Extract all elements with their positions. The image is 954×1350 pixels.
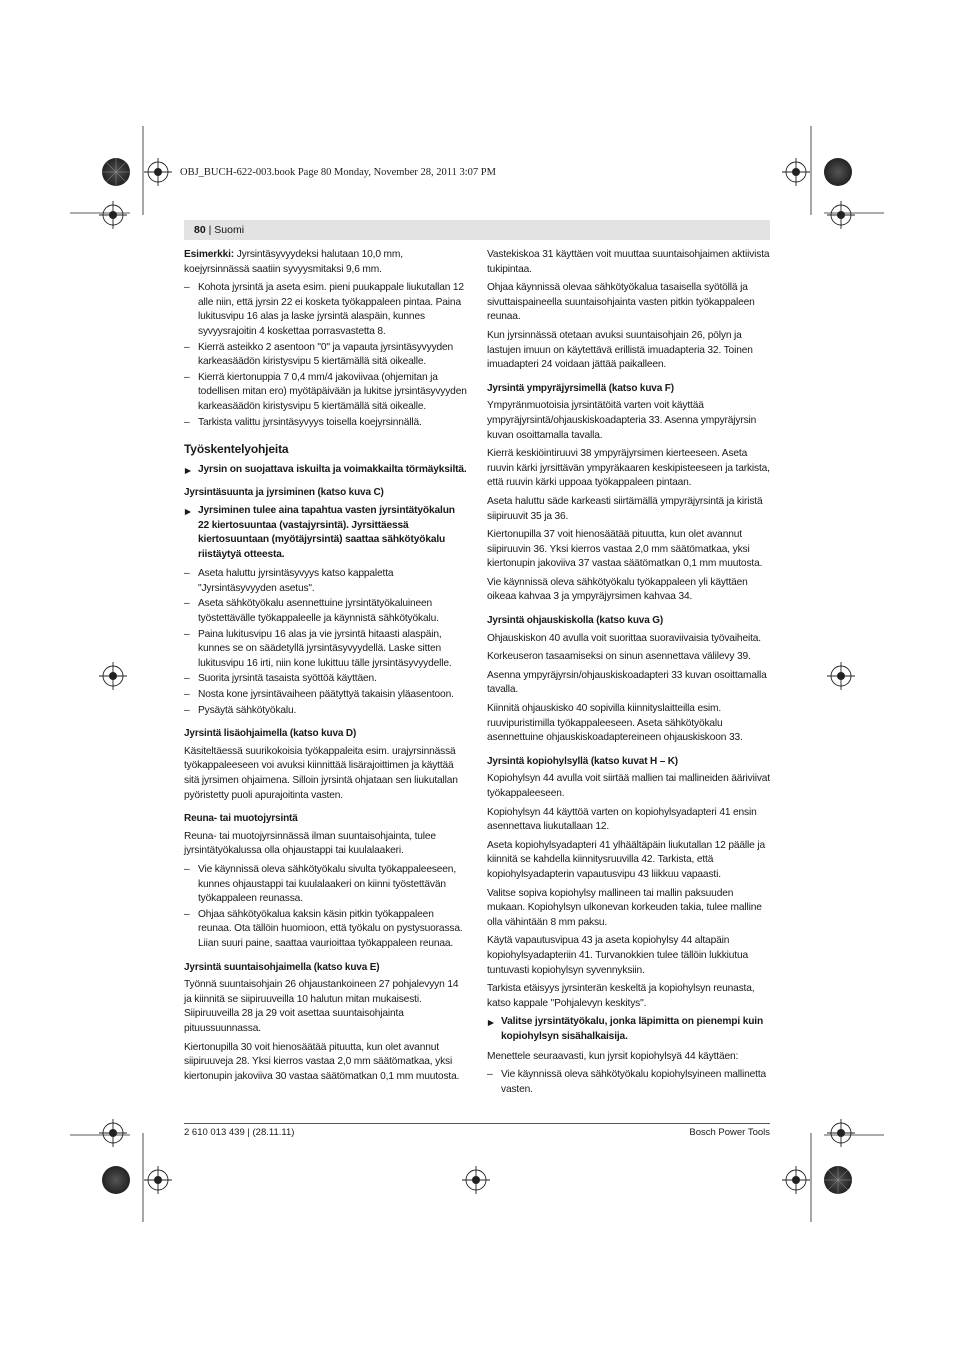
page-number: 80 [194, 224, 206, 236]
paragraph: Ympyränmuotoisia jyrsintätöitä varten voit käyttää ympyräjyrsintä/ohjauskiskoadapteria 33. Asenna ympyräjyrsin kuvan osoittamalla tavalla. [487, 400, 757, 441]
subheading: Jyrsintä lisäohjaimella (katso kuva D) [184, 728, 357, 740]
paragraph: Käytä vapautusvipua 43 ja aseta kopiohylsy 44 altapäin kopiohylsyadapteriin 41. Turvanokkien tulee tällöin lukkiutua tuntuvasti kopiohylsyn syvennyksiin. [487, 935, 748, 976]
list-item: – Aseta sähkötyökalu asennettuine jyrsintätyökaluineen työstettävälle työkappaleelle ja käynnistä sähkötyökalu. [184, 597, 467, 626]
list-item: – Kohota jyrsintä ja aseta esim. pieni puukappale liukutallan 12 alle niin, että jyrsin 22 ei kosketa työkappaleen pintaa. Paina lukitusvipu 16 alas ja laske jyrsintä alaspäin, kunnes syvyysrajoitin 4 koskettaa porrasvastetta 8. [184, 281, 467, 339]
paragraph: Käsiteltäessä suurikokoisia työkappaleita esim. urajyrsinnässä työkappaleeseen voi avuksi kiinnittää lisärajoittimen ja käyttää sitä jyrsimen ohjaimena. Silloin jyrsintä ohjataan sen liukutallan pyöristetty puoli apurajoitinta vasten. [184, 745, 458, 801]
list-item: – Kierrä kiertonuppia 7 0,4 mm/4 jakoviivaa (ohjemitan ja todellisen mitan ero) myötäpäivään ja lukitse jyrsintäsyvyyden karkeasäädön kiristysvipu 5 kiertämällä sitä oikealle. [184, 371, 467, 415]
subheading: Reuna- tai muotojyrsintä [184, 813, 298, 825]
paragraph: Kopiohylsyn 44 avulla voit siirtää mallien tai mallineiden ääriviivat työkappaleeseen. [487, 773, 770, 799]
paragraph: Kopiohylsyn 44 käyttöä varten on kopiohylsyadapteri 41 ensin asennettava liukutallaan 12. [487, 806, 757, 833]
footer-rule [184, 1123, 770, 1124]
paragraph: Kierrä keskiöintiruuvi 38 ympyräjyrsimen kierteeseen. Aseta ruuvin kärki jyrsittävän ympyräkaaren keskipisteeseen ja tarkista, että ruuvin kärki uppoaa työkappaleen pintaan. [487, 448, 770, 489]
paragraph: Työnnä suuntaisohjain 26 ohjaustankoineen 27 pohjalevyyn 14 ja kiinnitä se siipiruuveilla 10 halutun mitan mukaisesti. Siipiruuveilla 28 ja 29 voit asettaa suuntaisohjainta pituussuunnassa. [184, 979, 459, 1034]
paragraph: Ohjaa käynnissä olevaa sähkötyökalua tasaisella syötöllä ja sivuttaispaineella suuntaisohjainta vasten pitkin työkappaleen reunaa. [487, 282, 755, 323]
left-column [184, 248, 467, 1088]
list-item: – Paina lukitusvipu 16 alas ja vie jyrsintä hitaasti alaspäin, kunnes se on säädetyllä jyrsintäsyvyydellä. Laske sitten lukitusvipu 16 irti, niin kone lukittuu tälle jyrsintäsyvyydelle. [184, 628, 467, 672]
paragraph: Aseta kopiohylsyadapteri 41 ylhäältäpäin liukutallan 12 päälle ja kiinnitä se kahdella kiinnitysruuvilla 42. Tarkista, että kopiohylsyadapterin vapautusvipu 43 liikkuu vapaasti. [487, 839, 765, 880]
safety-warning: ▶ Valitse jyrsintätyökalu, jonka läpimitta on pienempi kuin kopiohylsyn sisähalkaisija. [487, 1015, 770, 1044]
list-item: – Ohjaa sähkötyökalua kaksin käsin pitkin työkappaleen reunaa. Ota tällöin huomioon, että työkalu on pystysuorassa. Liian suuri paine, saattaa vaurioittaa työkappaleen reunaa. [184, 908, 467, 952]
paragraph: Vie käynnissä oleva sähkötyökalu työkappaleen yli käyttäen oikeaa kahvaa 3 ja ympyräjyrsimen kahvaa 34. [487, 576, 748, 603]
section-name: Suomi [214, 224, 245, 236]
list-item: – Vie käynnissä oleva sähkötyökalu sivulta työkappaleeseen, kunnes ohjaustappi tai kuulalaakeri on kiinni työstettävän työkappaleen reunassa. [184, 863, 467, 907]
list-item: – Suorita jyrsintä tasaista syöttöä käyttäen. [184, 672, 467, 687]
safety-warning: ▶ Jyrsin on suojattava iskuilta ja voimakkailta törmäyksiltä. [184, 463, 467, 478]
safety-warning: ▶ Jyrsiminen tulee aina tapahtua vasten jyrsintätyökalun 22 kiertosuuntaa (vastajyrsintä). Jyrsittäessä kiertosuuntaan (myötäjyrsintä) saattaa sähkötyökalu riistäytyä otteesta. [184, 504, 467, 562]
paragraph: Kiinnitä ohjauskisko 40 sopivilla kiinnityslaitteilla esim. ruuvipuristimilla työkappaleeseen. Aseta sähkötyökalu asennettuine ohjauskiskoadaptereineen ohjauskiskoon 33. [487, 703, 743, 744]
right-column [487, 248, 770, 1098]
header-divider: | [208, 224, 215, 236]
list-item: – Aseta haluttu jyrsintäsyvyys katso kappaletta "Jyrsintäsyvyyden asetus". [184, 567, 467, 596]
example-label: Esimerkki: [184, 249, 235, 260]
paragraph: Korkeuseron tasaamiseksi on sinun asennettava välilevy 39. [487, 651, 751, 663]
subheading: Jyrsintä kopiohylsyllä (katso kuvat H – K) [487, 755, 678, 767]
section-heading: Työskentelyohjeita [184, 442, 289, 457]
paragraph: Vastekiskoa 31 käyttäen voit muuttaa suuntaisohjaimen aktiivista tukipintaa. [487, 249, 770, 275]
paragraph: Valitse sopiva kopiohylsy mallineen tai mallin paksuuden mukaan. Kopiohylsyn ulkonevan korkeuden takia, tulee malline olla vähintään 8 mm paksu. [487, 887, 762, 928]
paragraph: Asenna ympyräjyrsin/ohjauskiskoadapteri 33 kuvan osoittamalla tavalla. [487, 669, 767, 696]
paragraph: Ohjauskiskon 40 avulla voit suorittaa suoraviivaisia työvaiheita. [487, 632, 761, 644]
paragraph: Kiertonupilla 30 voit hienosäätää pituutta, kun olet avannut siipiruuveja 28. Yksi kierros vastaa 2,0 mm säätömatkaa, yksi kiertonupin jakoviiva 30 vastaa säätömatkan 0,1 mm muutosta. [184, 1041, 460, 1082]
list-item: – Pysäytä sähkötyökalu. [184, 704, 467, 719]
paragraph: Aseta haluttu säde karkeasti siirtämällä ympyräjyrsintä ja kiristä siipiruuvit 35 ja 36. [487, 495, 763, 522]
paragraph: Reuna- tai muotojyrsinnässä ilman suuntaisohjainta, tulee jyrsintätyökalussa olla ohjaustappi tai kuulalaakeri. [184, 830, 436, 857]
example-paragraph [184, 248, 467, 277]
paragraph: Kiertonupilla 37 voit hienosäätää pituutta, kun olet avannut siipiruuvin 36. Yksi kierros vastaa 2,0 mm säätömatkaa, yksi kiertonupin jakoviiva 37 vastaa säätömatkan 0,1 mm muutosta. [487, 529, 763, 570]
page-header [184, 220, 770, 240]
print-slug: OBJ_BUCH-622-003.book Page 80 Monday, November 28, 2011 3:07 PM [180, 167, 496, 178]
subheading: Jyrsintä ohjauskiskolla (katso kuva G) [487, 615, 664, 627]
footer-brand: Bosch Power Tools [689, 1127, 770, 1138]
subheading: Jyrsintäsuunta ja jyrsiminen (katso kuva C) [184, 487, 384, 499]
example-text: Jyrsintäsyvyydeksi halutaan 10,0 mm, koejyrsinnässä saatiin syvyysmitaksi 9,6 mm. [184, 249, 403, 275]
paragraph: Kun jyrsinnässä otetaan avuksi suuntaisohjain 26, pölyn ja lastujen imuun on käytettävä erillistä imuadapteria 32. Toinen imuadapteri 24 voidaan jättää paikalleen. [487, 329, 753, 371]
paragraph: Menettele seuraavasti, kun jyrsit kopiohylsyä 44 käyttäen: [487, 1050, 739, 1062]
list-item: – Kierrä asteikko 2 asentoon "0" ja vapauta jyrsintäsyvyyden karkeasäädön kiristysvipu 5 kiertämällä sitä oikealle. [184, 341, 467, 370]
subheading: Jyrsintä suuntaisohjaimella (katso kuva E) [184, 961, 380, 973]
list-item: – Nosta kone jyrsintävaiheen päätyttyä takaisin yläasentoon. [184, 688, 467, 703]
paragraph: Tarkista etäisyys jyrsinterän keskeltä ja kopiohylsyn reunasta, katso kappale "Pohjalevyn keskitys". [487, 983, 755, 1009]
footer-doc-number: 2 610 013 439 | (28.11.11) [184, 1127, 295, 1138]
subheading: Jyrsintä ympyräjyrsimellä (katso kuva F) [487, 382, 674, 394]
list-item: – Vie käynnissä oleva sähkötyökalu kopiohylsyineen mallinetta vasten. [487, 1068, 770, 1097]
list-item: – Tarkista valittu jyrsintäsyvyys toisella koejyrsinnällä. [184, 416, 467, 431]
